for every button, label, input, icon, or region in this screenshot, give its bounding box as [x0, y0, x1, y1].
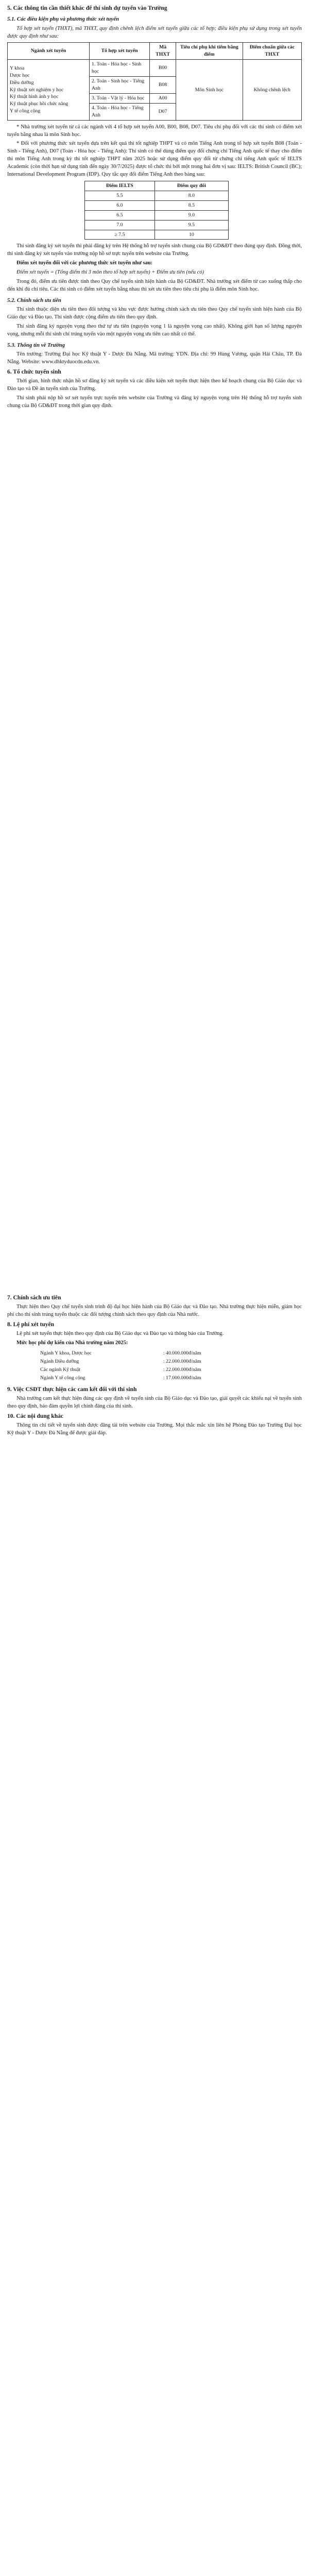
- table-cell: 9.0: [154, 210, 228, 220]
- section-heading: 9. Việc CSĐT thực hiện các cam kết đối với thí sinh: [7, 1386, 137, 1393]
- fee-label: Ngành Điều dưỡng: [40, 1359, 79, 1365]
- table-cell: Môn Sinh học: [176, 60, 243, 120]
- section-heading: 7. Chính sách ưu tiên: [7, 1294, 61, 1301]
- paragraph: * Đối với phương thức xét tuyển dựa trên kết quả thi tốt nghiệp THPT và có môn Tiếng Anh trong tổ hợp xét tuyển B08 (Toán - Sinh - Tiếng Anh), D07 (Toán - Hóa học - Tiếng Anh): Thí sinh có thể dùng điểm quy đổi chứng chỉ Tiếng Anh quốc tế thay cho điểm thi môn Tiếng Anh trong kỳ thi tốt nghiệp THPT năm 2025 hoặc sử dụng điểm quy đổi từ chứng chỉ tiếng Anh quốc tế IELTS Academic (còn thời hạn sử dụng tính đến ngày 30/7/2025) được tổ chức thi bởi một trong hai đơn vị sau: IELTS: British Council (BC); International Development Program (IDP). Quy tắc quy đổi điểm Tiếng Anh theo bảng sau:: [7, 141, 302, 178]
- table-cell: A00: [150, 93, 176, 103]
- paragraph: Mức học phí dự kiến của Nhà trường năm 2025:: [16, 1340, 128, 1346]
- table-cell: B00: [150, 60, 176, 77]
- formula: Điểm xét tuyển = (Tổng điểm thi 3 môn theo tổ hợp xét tuyển) + Điểm ưu tiên (nếu có): [16, 269, 204, 276]
- paragraph: Thực hiện theo Quy chế tuyển sinh trình độ đại học hiện hành của Bộ Giáo dục và Đào tạo. Nhà trường thực hiện miễn, giảm học phí cho thí sinh trúng tuyển thuộc các đối tượng chính sách theo quy định của Nhà nước.: [7, 1304, 302, 1318]
- table-header: Điểm quy đổi: [154, 181, 228, 191]
- paragraph: Lệ phí xét tuyển thực hiện theo quy định của Bộ Giáo dục và Đào tạo và thông báo của Trường.: [16, 1331, 224, 1337]
- fee-value: : 40.000.000đ/năm: [163, 1350, 201, 1357]
- table-cell: B08: [150, 77, 176, 94]
- fee-label: Ngành Y khoa, Dược học: [40, 1350, 92, 1357]
- paragraph: Thí sinh đăng ký nguyện vọng theo thứ tự ưu tiên (nguyện vọng 1 là nguyện vọng cao nhất). Không giới hạn số lượng nguyện vọng, nhưng mỗi thí sinh chỉ trúng tuyển vào một nguyện vọng ưu tiên cao nhất có thể.: [7, 323, 302, 337]
- paragraph: * Nhà trường xét tuyển từ cả các ngành với 4 tổ hợp xét tuyển A00, B00, B08, D07. Tiêu chí phụ đối với các thí sinh có điểm xét tuyển bằng nhau là môn Sinh học.: [7, 124, 302, 138]
- table-header: Điểm chuẩn giữa các THXT: [243, 43, 301, 60]
- table-cell: 5.5: [85, 191, 155, 200]
- table-header: Ngành xét tuyển: [8, 43, 90, 60]
- section-heading: 5. Các thông tin cần thiết khác để thí sinh dự tuyển vào Trường: [7, 5, 167, 11]
- table-cell: 9.5: [154, 220, 228, 230]
- table-cell-majors: Y khoa Dược học Điều dưỡng Kỹ thuật xét nghiệm y học Kỹ thuật hình ảnh y học Kỹ thuật phục hồi chức năng Y tế công cộng: [8, 60, 90, 120]
- table-cell: Không chênh lệch: [243, 60, 301, 120]
- paragraph: Thí sinh đăng ký xét tuyển thì phải đăng ký trên Hệ thống hỗ trợ tuyển sinh chung của Bộ GD&ĐT theo đúng quy định. Đồng thời, thí sinh đăng ký xét tuyển vào trường nộp hồ sơ trực tuyến trên website của Trường.: [7, 243, 302, 257]
- table-cell: 3. Toán - Vật lý - Hóa học: [90, 93, 150, 103]
- tuition-fee-table: [38, 1349, 254, 1382]
- table-header: Tổ hợp xét tuyển: [90, 43, 150, 60]
- table-cell: 4. Toán - Hóa học - Tiếng Anh: [90, 103, 150, 120]
- fee-value: : 22.000.000đ/năm: [163, 1359, 201, 1365]
- body-text-continuation: [7, 412, 302, 1293]
- table-header: Tiêu chí phụ khi tiểm bằng điểm: [176, 43, 243, 60]
- table-cell: 8.0: [154, 191, 228, 200]
- section-heading: 8. Lệ phí xét tuyển: [7, 1321, 55, 1328]
- ielts-conversion-table: [84, 181, 229, 240]
- table-cell: ≥ 7.5: [85, 230, 155, 240]
- paragraph: Trong đó, điểm ưu tiên được tính theo Quy chế tuyển sinh hiện hành của Bộ GD&ĐT. Nhà trường xét điểm từ cao xuống thấp cho đến khi đủ chỉ tiêu. Các thí sinh có điểm xét tuyển bằng nhau thì xét ưu tiên theo tiêu chí phụ là điểm môn Sinh học.: [7, 279, 302, 292]
- table-cell: 6.0: [85, 200, 155, 210]
- fee-value: : 22.000.000đ/năm: [163, 1366, 201, 1372]
- table-cell: 10: [154, 230, 228, 240]
- table-cell: D07: [150, 103, 176, 120]
- table-cell: 8.5: [154, 200, 228, 210]
- admission-combination-table: [7, 42, 302, 120]
- paragraph: Thời gian, hình thức nhận hồ sơ đăng ký xét tuyển và các điều kiện xét tuyển thực hiện theo kế hoạch chung của Bộ Giáo dục và Đào tạo và Đề án tuyển sinh của Trường.: [7, 378, 302, 392]
- subsection-heading: 5.2. Chính sách ưu tiên: [7, 297, 61, 303]
- subsection-heading: 5.1. Các điều kiện phụ và phương thức xét tuyển: [7, 16, 119, 23]
- paragraph: Thông tin chi tiết về tuyển sinh được đăng tải trên website của Trường. Mọi thắc mắc xin liên hệ Phòng Đào tạo Trường Đại học Kỹ thuật Y - Dược Đà Nẵng để được giải đáp.: [7, 1422, 302, 1436]
- section-heading: 6. Tổ chức tuyển sinh: [7, 368, 61, 375]
- paragraph: Thí sinh phải nộp hồ sơ xét tuyển trực tuyến trên website của Trường và đăng ký nguyện vọng trên Hệ thống hỗ trợ tuyển sinh chung của Bộ GD&ĐT trong thời gian quy định.: [7, 395, 302, 409]
- section-heading: 10. Các nội dung khác: [7, 1413, 63, 1419]
- table-header: Mã THXT: [150, 43, 176, 60]
- paragraph: Nhà trường cam kết thực hiện đúng các quy định về tuyển sinh của Bộ Giáo dục và Đào tạo, giải quyết các khiếu nại về tuyển sinh theo quy định, bảo đảm quyền lợi chính đáng của thí sinh.: [7, 1396, 302, 1410]
- fee-label: Các ngành Kỹ thuật: [40, 1366, 81, 1372]
- paragraph: Tổ hợp xét tuyển (THXT), mã THXT, quy định chênh lệch điểm xét tuyển giữa các tổ hợp; điều kiện phụ sử dụng trong xét tuyển được quy định như sau:: [7, 25, 302, 39]
- table-cell: 7.0: [85, 220, 155, 230]
- table-cell: 1. Toán - Hóa học - Sinh học: [90, 60, 150, 77]
- fee-value: : 17.000.000đ/năm: [163, 1375, 201, 1381]
- table-cell: 6.5: [85, 210, 155, 220]
- paragraph: Tên trường: Trường Đại học Kỹ thuật Y - Dược Đà Nẵng. Mã trường: YDN. Địa chỉ: 99 Hùng Vương, quận Hải Châu, TP. Đà Nẵng. Website: www.dhktyduocdn.edu.vn.: [7, 351, 302, 365]
- paragraph: Thí sinh thuộc diện ưu tiên theo đối tượng và khu vực được hưởng chính sách ưu tiên theo Quy chế tuyển sinh hiện hành của Bộ Giáo dục và Đào tạo. Thí sinh được cộng điểm ưu tiên theo quy định.: [7, 307, 302, 320]
- table-header: Điểm IELTS: [85, 181, 155, 191]
- subsection-heading: 5.3. Thông tin về Trường: [7, 342, 65, 348]
- fee-label: Ngành Y tế công cộng: [40, 1375, 85, 1381]
- paragraph: Điểm xét tuyển đối với các phương thức xét tuyển như sau:: [16, 260, 153, 266]
- table-cell: 2. Toán - Sinh học - Tiếng Anh: [90, 77, 150, 94]
